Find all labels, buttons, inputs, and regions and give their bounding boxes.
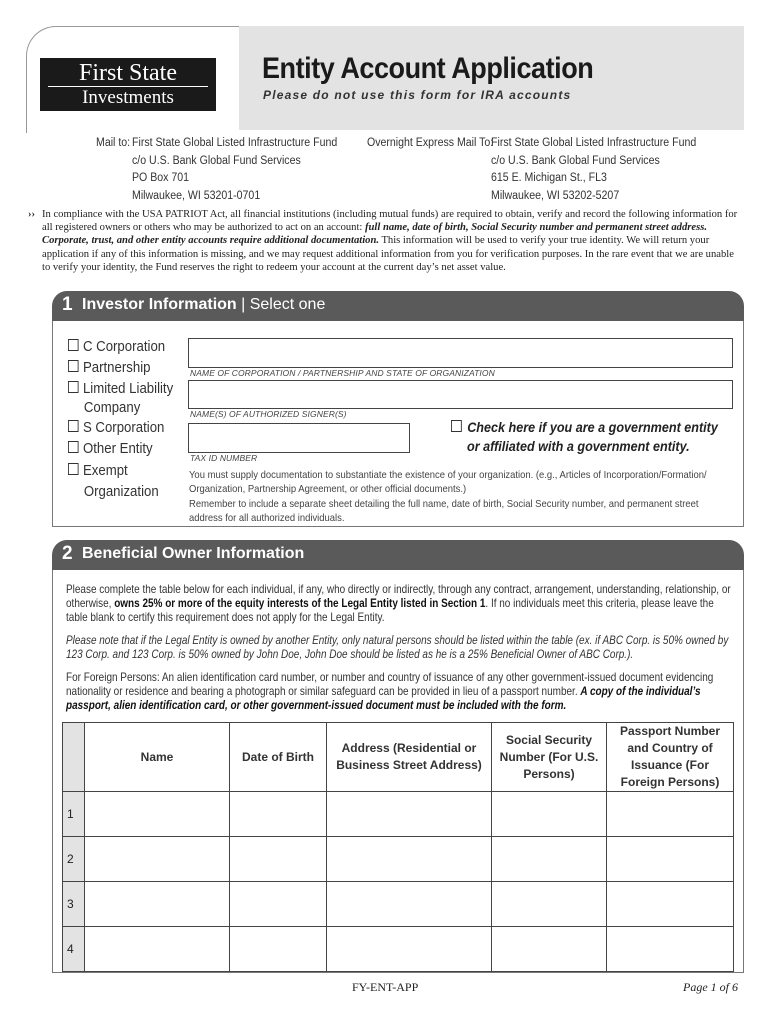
- documentation-note: You must supply documentation to substantiate the existence of your organization. (e.g., Articles of Incorporation/Formation/ Organization, Partnership Agreement, or other official documents.): [189, 469, 707, 495]
- address-line: PO Box 701: [132, 172, 190, 184]
- checkbox-icon: [451, 420, 462, 432]
- table-row: [63, 927, 734, 972]
- overnight-address: [491, 135, 696, 205]
- address-line: Milwaukee, WI 53202-5207: [491, 189, 620, 202]
- name-cell[interactable]: [85, 927, 230, 972]
- checkbox-c-corporation[interactable]: C Corporation: [68, 337, 174, 356]
- logo-line2: Investments: [82, 87, 174, 108]
- section1-number: 1: [62, 294, 73, 315]
- address-cell[interactable]: [327, 927, 492, 972]
- arrow-icon: ››: [28, 209, 36, 220]
- checkbox-label-cont: Company: [83, 399, 141, 416]
- checkbox-icon: [68, 360, 79, 372]
- column-header-passport: Passport Number and Country of Issuance (For Foreign Persons): [607, 723, 734, 792]
- ssn-cell[interactable]: [492, 882, 607, 927]
- authorized-signer-field[interactable]: [188, 380, 733, 409]
- ssn-cell[interactable]: [492, 792, 607, 837]
- row-number: 3: [63, 882, 85, 927]
- dob-cell[interactable]: [230, 927, 327, 972]
- mail-to-label: Mail to:: [96, 137, 131, 149]
- beneficial-owner-table: [62, 722, 734, 972]
- name-cell[interactable]: [85, 882, 230, 927]
- checkbox-icon: [68, 441, 79, 453]
- section1-header: [52, 291, 744, 321]
- government-entity-checkbox[interactable]: Check here if you are a government entity: [451, 418, 718, 437]
- patriot-act-notice: [28, 208, 740, 274]
- table-row: [63, 882, 734, 927]
- ssn-cell[interactable]: [492, 927, 607, 972]
- form-title: Entity Account Application: [262, 52, 594, 85]
- overnight-label: Overnight Express Mail To:: [367, 137, 494, 149]
- section1-title: Investor Information: [82, 296, 237, 313]
- corporation-name-field[interactable]: [188, 338, 733, 368]
- column-header-dob: Date of Birth: [230, 723, 327, 792]
- passport-cell[interactable]: [607, 882, 734, 927]
- checkbox-partnership[interactable]: Partnership: [68, 358, 174, 377]
- checkbox-s-corporation[interactable]: S Corporation: [68, 418, 174, 437]
- notice-emphasis: full name, date of birth, Social Security number and permanent street address. Corporate, trust, and other entity accounts require additional documentation.: [42, 222, 707, 247]
- address-cell[interactable]: [327, 792, 492, 837]
- section2-header: [52, 540, 744, 570]
- dob-cell[interactable]: [230, 792, 327, 837]
- row-number: 1: [63, 792, 85, 837]
- address-cell[interactable]: [327, 882, 492, 927]
- tax-id-label: TAX ID NUMBER: [190, 453, 258, 463]
- section1-select: | Select one: [236, 296, 326, 313]
- government-entity-label: or affiliated with a government entity.: [467, 438, 690, 454]
- checkbox-icon: [68, 463, 79, 475]
- address-line: First State Global Listed Infrastructure Fund: [491, 137, 697, 149]
- table-row: [63, 792, 734, 837]
- row-number-header: [63, 723, 85, 792]
- mail-to-address: [132, 135, 337, 205]
- passport-cell[interactable]: [607, 837, 734, 882]
- row-number: 4: [63, 927, 85, 972]
- passport-cell[interactable]: [607, 792, 734, 837]
- checkbox-icon: [68, 381, 79, 393]
- logo-line1: First State: [78, 60, 177, 86]
- name-cell[interactable]: [85, 792, 230, 837]
- passport-cell[interactable]: [607, 927, 734, 972]
- notice-text: This information will be used to verify your true identity. We will return your application if any of this information is missing, and we may request additional information from you for verification purposes. In the rare event that we are unable to verify your identity, the Fund reserves the right to redeem your account at the current day’s net asset value.: [42, 235, 734, 273]
- address-cell[interactable]: [327, 837, 492, 882]
- entity-ownership-note: Please note that if the Legal Entity is owned by another Entity, only natural persons should be listed within the table (ex. if ABC Corp. is 50% owned by 123 Corp. and 123 Corp. is 50% owned by John Doe, John Doe should be listed as he is a 25% Beneficial Owner of ABC Corp.).: [66, 634, 729, 661]
- page-number: Page 1 of 6: [683, 980, 738, 994]
- column-header-name: Name: [85, 723, 230, 792]
- checkbox-icon: [68, 420, 79, 432]
- ssn-cell[interactable]: [492, 837, 607, 882]
- checkbox-other-entity[interactable]: Other Entity: [68, 439, 174, 458]
- checkbox-exempt[interactable]: Exempt: [68, 461, 174, 480]
- dob-cell[interactable]: [230, 837, 327, 882]
- authorized-signer-label: NAME(S) OF AUTHORIZED SIGNER(S): [190, 409, 347, 419]
- entity-type-options: [68, 337, 188, 501]
- address-line: c/o U.S. Bank Global Fund Services: [132, 154, 301, 167]
- row-number: 2: [63, 837, 85, 882]
- table-header-row: [63, 723, 734, 792]
- form-subtitle: Please do not use this form for IRA accounts: [263, 88, 572, 102]
- corporation-name-label: NAME OF CORPORATION / PARTNERSHIP AND STATE OF ORGANIZATION: [190, 368, 495, 378]
- table-row: [63, 837, 734, 882]
- checkbox-icon: [68, 339, 79, 351]
- dob-cell[interactable]: [230, 882, 327, 927]
- checkbox-label-cont: Organization: [83, 483, 159, 500]
- section2-title: Beneficial Owner Information: [82, 545, 305, 562]
- name-cell[interactable]: [85, 837, 230, 882]
- authorized-individuals-note: Remember to include a separate sheet detailing the full name, date of birth, Social Security number, and permanent street address for all authorized individuals.: [189, 498, 699, 524]
- form-code: FY-ENT-APP: [352, 980, 419, 994]
- section2-number: 2: [62, 543, 73, 564]
- address-line: 615 E. Michigan St., FL3: [491, 172, 607, 184]
- notice-text: In compliance with the USA PATRIOT Act, all financial institutions (including mutual funds) are required to obtain, verify and record the following information for all registered owners or others who may be authorized to act on an account:: [42, 209, 738, 234]
- beneficial-owner-instructions: Please complete the table below for each individual, if any, who directly or indirectly, through any contract, arrangement, understanding, relationship, or otherwise, owns 25% or more of the equity interests of the Legal Entity listed in Section 1. If no individuals meet this criteria, please leave the table blank to certify this requirement does not apply for the Legal Entity.: [66, 583, 731, 624]
- address-line: Milwaukee, WI 53201-0701: [132, 189, 261, 202]
- tax-id-field[interactable]: [188, 423, 410, 453]
- column-header-ssn: Social Security Number (For U.S. Persons): [492, 723, 607, 792]
- foreign-persons-note: For Foreign Persons: An alien identification card number, or number and country of issuance of any other government-issued document evidencing nationality or residence and bearing a photograph or similar safeguard can be provided in lieu of a passport number. A copy of the individual’s passport, alien identification card, or other government-issued document must be included with the form.: [66, 671, 714, 712]
- checkbox-llc[interactable]: Limited Liability: [68, 379, 174, 398]
- column-header-address: Address (Residential or Business Street Address): [327, 723, 492, 792]
- address-line: c/o U.S. Bank Global Fund Services: [491, 154, 660, 167]
- address-line: First State Global Listed Infrastructure Fund: [132, 137, 338, 149]
